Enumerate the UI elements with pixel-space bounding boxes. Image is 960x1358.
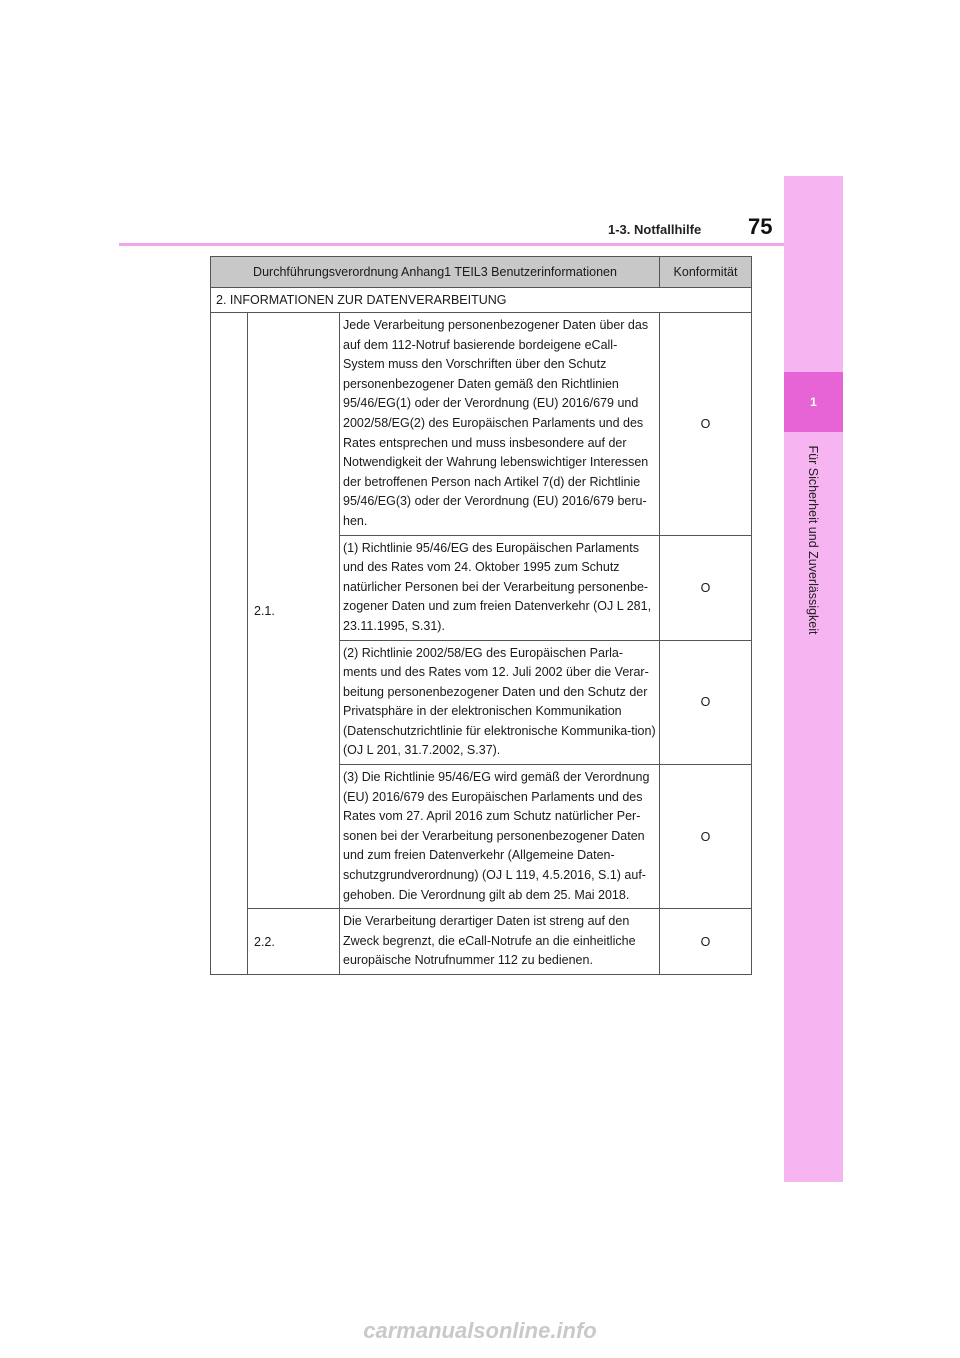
table-section-row <box>211 288 752 313</box>
section-title: 1-3. Notfallhilfe <box>608 222 702 237</box>
watermark: carmanualsonline.info <box>363 1318 597 1343</box>
conformity-mark: O <box>660 765 752 909</box>
conformity-mark: O <box>660 535 752 640</box>
regulation-table <box>210 256 752 975</box>
conformity-mark: O <box>660 313 752 536</box>
conformity-mark: O <box>660 909 752 975</box>
conformity-mark: O <box>660 640 752 765</box>
table-header-row <box>211 257 752 288</box>
table-row <box>211 313 752 536</box>
requirement-text: Die Verarbeitung derartiger Daten ist streng auf den Zweck begrenzt, die eCall-Notrufe an die einheitliche europäische Notrufnummer 112 zu bedienen. <box>340 909 660 975</box>
footnote-text: (3) Die Richtlinie 95/46/EG wird gemäß der Verordnung (EU) 2016/679 des Europäischen Parlaments und des Rates vom 27. April 2016 zum Schutz natürlicher Per-sonen bei der Verarbeitung personenbezogener Daten und zum freien Datenverkehr (Allgemeine Daten-schutzgrundverordnung) (OJ L 119, 4.5.2016, S.1) auf-gehoben. Die Verordnung gilt ab dem 25. Mai 2018. <box>340 765 660 909</box>
chapter-number-badge: 1 <box>784 372 843 432</box>
subsection-label: 2.1. <box>248 313 340 909</box>
column-header-information: Durchführungsverordnung Anhang1 TEIL3 Benutzerinformationen <box>211 257 660 288</box>
footnote-text: (1) Richtlinie 95/46/EG des Europäischen Parlaments und des Rates vom 24. Oktober 1995 zum Schutz natürlicher Personen bei der Verarbeitung personenbe-zogener Daten und zum freien Datenverkehr (OJ L 281, 23.11.1995, S.31). <box>340 535 660 640</box>
requirement-text: Jede Verarbeitung personenbezogener Daten über das auf dem 112-Notruf basierende bordeigene eCall-System muss den Vorschriften über den Schutz personenbezogener Daten gemäß den Richtlinien 95/46/EG(1) oder der Verordnung (EU) 2016/679 und 2002/58/EG(2) des Europäischen Parlaments und des Rates entsprechen und muss insbesondere auf der Notwendigkeit der Wahrung lebenswichtiger Interessen der betroffenen Person nach Artikel 7(d) der Richtlinie 95/46/EG(3) oder der Verordnung (EU) 2016/679 beru-hen. <box>340 313 660 536</box>
section-heading: 2. INFORMATIONEN ZUR DATENVERARBEITUNG <box>211 288 752 313</box>
blank-indent-cell <box>211 313 248 975</box>
chapter-title: Für Sicherheit und Zuverlässigkeit <box>806 445 820 635</box>
chapter-side-tab <box>784 176 843 1182</box>
header-divider <box>119 243 784 246</box>
column-header-conformity: Konformität <box>660 257 752 288</box>
page-number: 75 <box>748 214 773 239</box>
footnote-text: (2) Richtlinie 2002/58/EG des Europäischen Parla-ments und des Rates vom 12. Juli 2002 über die Verar-beitung personenbezogener Daten und den Schutz der Privatsphäre in der elektronischen Kommunikation (Datenschutzrichtlinie für elektronische Kommunika-tion) (OJ L 201, 31.7.2002, S.37). <box>340 640 660 765</box>
subsection-label: 2.2. <box>248 909 340 975</box>
table-row <box>211 909 752 975</box>
